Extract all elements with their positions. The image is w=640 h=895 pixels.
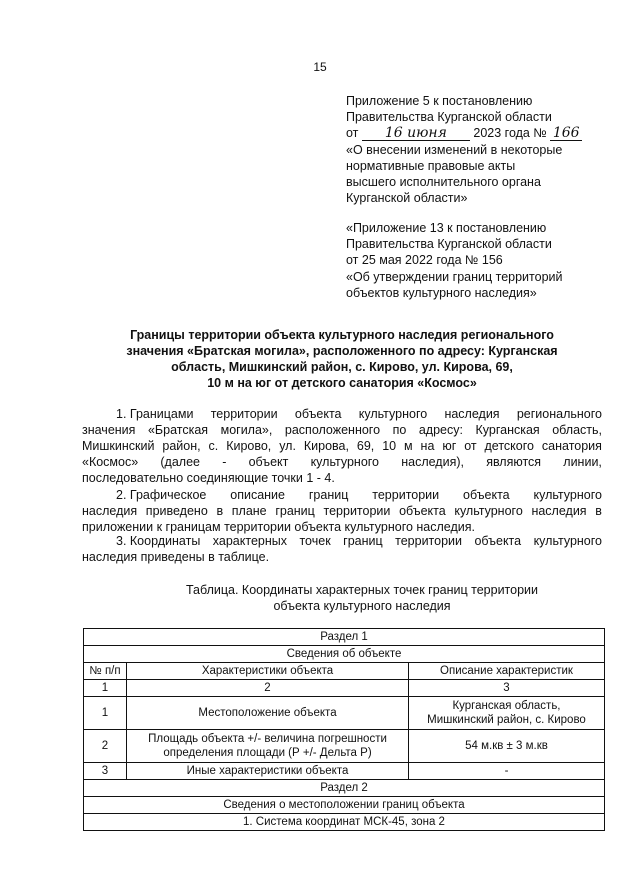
word: м: [404, 439, 413, 453]
appendix-5-subject-line: «О внесении изменений в некоторые: [346, 142, 563, 157]
word: объекта: [294, 407, 342, 421]
appendix-13-header: [346, 220, 616, 301]
word: культурного: [358, 407, 428, 421]
row-number: 1: [84, 697, 127, 730]
appendix-5-date-line: [346, 125, 616, 141]
table-row: [84, 763, 605, 780]
document-title: [82, 327, 602, 391]
word: 3. Координаты: [116, 534, 201, 548]
word: Кирова,: [303, 439, 349, 453]
word: на: [420, 439, 435, 453]
word: «Братская: [147, 423, 209, 437]
column-header: № п/п: [84, 663, 127, 680]
column-header: Характеристики объекта: [127, 663, 409, 680]
description-cell: [409, 697, 605, 730]
justified-line: [82, 533, 602, 549]
word: линии,: [563, 455, 602, 469]
word: адресу:: [418, 423, 463, 437]
word: значения: [82, 423, 136, 437]
word: наследия: [444, 407, 500, 421]
word: наследия: [82, 504, 138, 518]
word: описание: [230, 488, 285, 502]
word: Курганская: [475, 423, 540, 437]
table-caption: [82, 582, 640, 614]
title-line: 10 м на юг от детского санатория «Космос»: [207, 376, 477, 390]
word: -: [222, 455, 227, 469]
from-prefix: от: [346, 126, 359, 141]
word: в: [216, 504, 224, 518]
paragraph-last-line: наследия приведены в таблице.: [82, 550, 270, 564]
table-row: [84, 814, 605, 831]
word: точек: [299, 534, 331, 548]
appendix-5-header: [346, 93, 616, 206]
word: район,: [162, 439, 201, 453]
word: наследия),: [401, 455, 464, 469]
appendix-13-line: от 25 мая 2022 года № 156: [346, 253, 503, 268]
justified-line: [82, 503, 602, 519]
word: объекта: [474, 534, 522, 548]
justified-line: [82, 406, 602, 422]
table-row: [84, 680, 605, 697]
object-info-header: Сведения об объекте: [84, 646, 605, 663]
appendix-13-line: «Об утверждении границ территорий: [346, 269, 563, 284]
paragraph-2: [82, 487, 602, 535]
word: объекта: [399, 504, 446, 518]
word: являются: [486, 455, 542, 469]
justified-line: [82, 422, 602, 438]
word: в: [595, 504, 602, 518]
word: 10: [382, 439, 397, 453]
page-number: 15: [313, 60, 327, 74]
word: объект: [248, 455, 289, 469]
description-line: Мишкинский район, с. Кирово: [427, 714, 586, 726]
justified-line: [82, 454, 602, 470]
word: санатория: [541, 439, 602, 453]
appendix-13-line: «Приложение 13 к постановлению: [346, 221, 547, 235]
coordinates-table: [83, 628, 605, 831]
handwritten-number: 166: [550, 127, 582, 141]
word: культурного: [533, 488, 602, 502]
year-text: 2023 года №: [473, 126, 547, 141]
column-header: Описание характеристик: [409, 663, 605, 680]
table-row: [84, 730, 605, 763]
word: ул.: [279, 439, 296, 453]
word: расположенного: [284, 423, 381, 437]
appendix-5-line: Правительства Курганской области: [346, 110, 552, 125]
word: Кирово,: [226, 439, 272, 453]
column-number: 2: [127, 680, 409, 697]
word: границ: [308, 488, 349, 502]
word: область,: [552, 423, 602, 437]
word: могила»,: [220, 423, 273, 437]
paragraph-last-line: последовательно соединяющие точки 1 - 4.: [82, 471, 335, 485]
justified-line: [82, 438, 602, 454]
word: наследия: [531, 504, 587, 518]
appendix-13-line: Правительства Курганской области: [346, 237, 552, 252]
column-number: 3: [409, 680, 605, 697]
characteristic-cell: Иные характеристики объекта: [127, 763, 409, 780]
paragraph-1: [82, 406, 602, 486]
characteristic-line: Площадь объекта +/- величина погрешности: [148, 733, 387, 745]
word: 2. Графическое: [116, 488, 207, 502]
word: «Космос»: [82, 455, 139, 469]
word: по: [392, 423, 407, 437]
description-cell: 54 м.кв ± 3 м.кв: [409, 730, 605, 763]
word: детского: [484, 439, 534, 453]
word: (далее: [160, 455, 200, 469]
word: границ: [275, 504, 315, 518]
table-row: [84, 697, 605, 730]
title-line: область, Мишкинский район, с. Кирово, ул. Кирова, 69,: [171, 360, 513, 374]
section-2-header: Раздел 2: [84, 780, 605, 797]
appendix-13-line: объектов культурного наследия»: [346, 285, 537, 300]
appendix-5-subject-line: Курганской области»: [346, 191, 468, 206]
word: плане: [231, 504, 267, 518]
table-row: [84, 780, 605, 797]
word: культурного: [533, 534, 602, 548]
appendix-5-subject-line: высшего исполнительного органа: [346, 175, 541, 190]
table-caption-line: Таблица. Координаты характерных точек границ территории: [185, 583, 539, 597]
table-caption-line: объекта культурного наследия: [273, 599, 451, 613]
word: от: [464, 439, 477, 453]
word: территории: [323, 504, 391, 518]
characteristic-cell: Местоположение объекта: [127, 697, 409, 730]
justified-line: [82, 487, 602, 503]
word: юг: [442, 439, 457, 453]
word: объекта: [463, 488, 510, 502]
description-cell: -: [409, 763, 605, 780]
word: характерных: [212, 534, 287, 548]
word: приведено: [145, 504, 208, 518]
word: 1. Границами: [116, 407, 194, 421]
word: границ: [343, 534, 383, 548]
paragraph-last-line: приложении к границам территории объекта культурного наследия.: [82, 520, 475, 534]
appendix-5-subject-line: нормативные правовые акты: [346, 158, 516, 173]
paragraph-3: [82, 533, 602, 565]
characteristic-line: определения площади (Р +/- Дельта Р): [163, 747, 372, 759]
location-info-header: Сведения о местоположении границ объекта: [84, 797, 605, 814]
column-number: 1: [84, 680, 127, 697]
word: культурного: [310, 455, 380, 469]
word: 69,: [356, 439, 375, 453]
word: Мишкинский: [82, 439, 155, 453]
word: территории: [210, 407, 278, 421]
title-line: Границы территории объекта культурного наследия регионального: [130, 328, 554, 342]
table-row: [84, 797, 605, 814]
word: с.: [208, 439, 219, 453]
description-line: Курганская область,: [452, 700, 561, 712]
word: территории: [372, 488, 440, 502]
word: культурного: [454, 504, 523, 518]
table-row: [84, 646, 605, 663]
appendix-5-line: Приложение 5 к постановлению: [346, 94, 533, 108]
handwritten-date: 16 июня: [362, 127, 470, 141]
word: регионального: [516, 407, 602, 421]
title-line: значения «Братская могила», расположенного по адресу: Курганская: [126, 344, 558, 358]
row-number: 2: [84, 730, 127, 763]
row-number: 3: [84, 763, 127, 780]
word: территории: [395, 534, 463, 548]
table-header-row: [84, 663, 605, 680]
table-row: [84, 629, 605, 646]
coordinate-system-cell: 1. Система координат МСК-45, зона 2: [84, 814, 605, 831]
section-1-header: Раздел 1: [84, 629, 605, 646]
characteristic-cell: [127, 730, 409, 763]
